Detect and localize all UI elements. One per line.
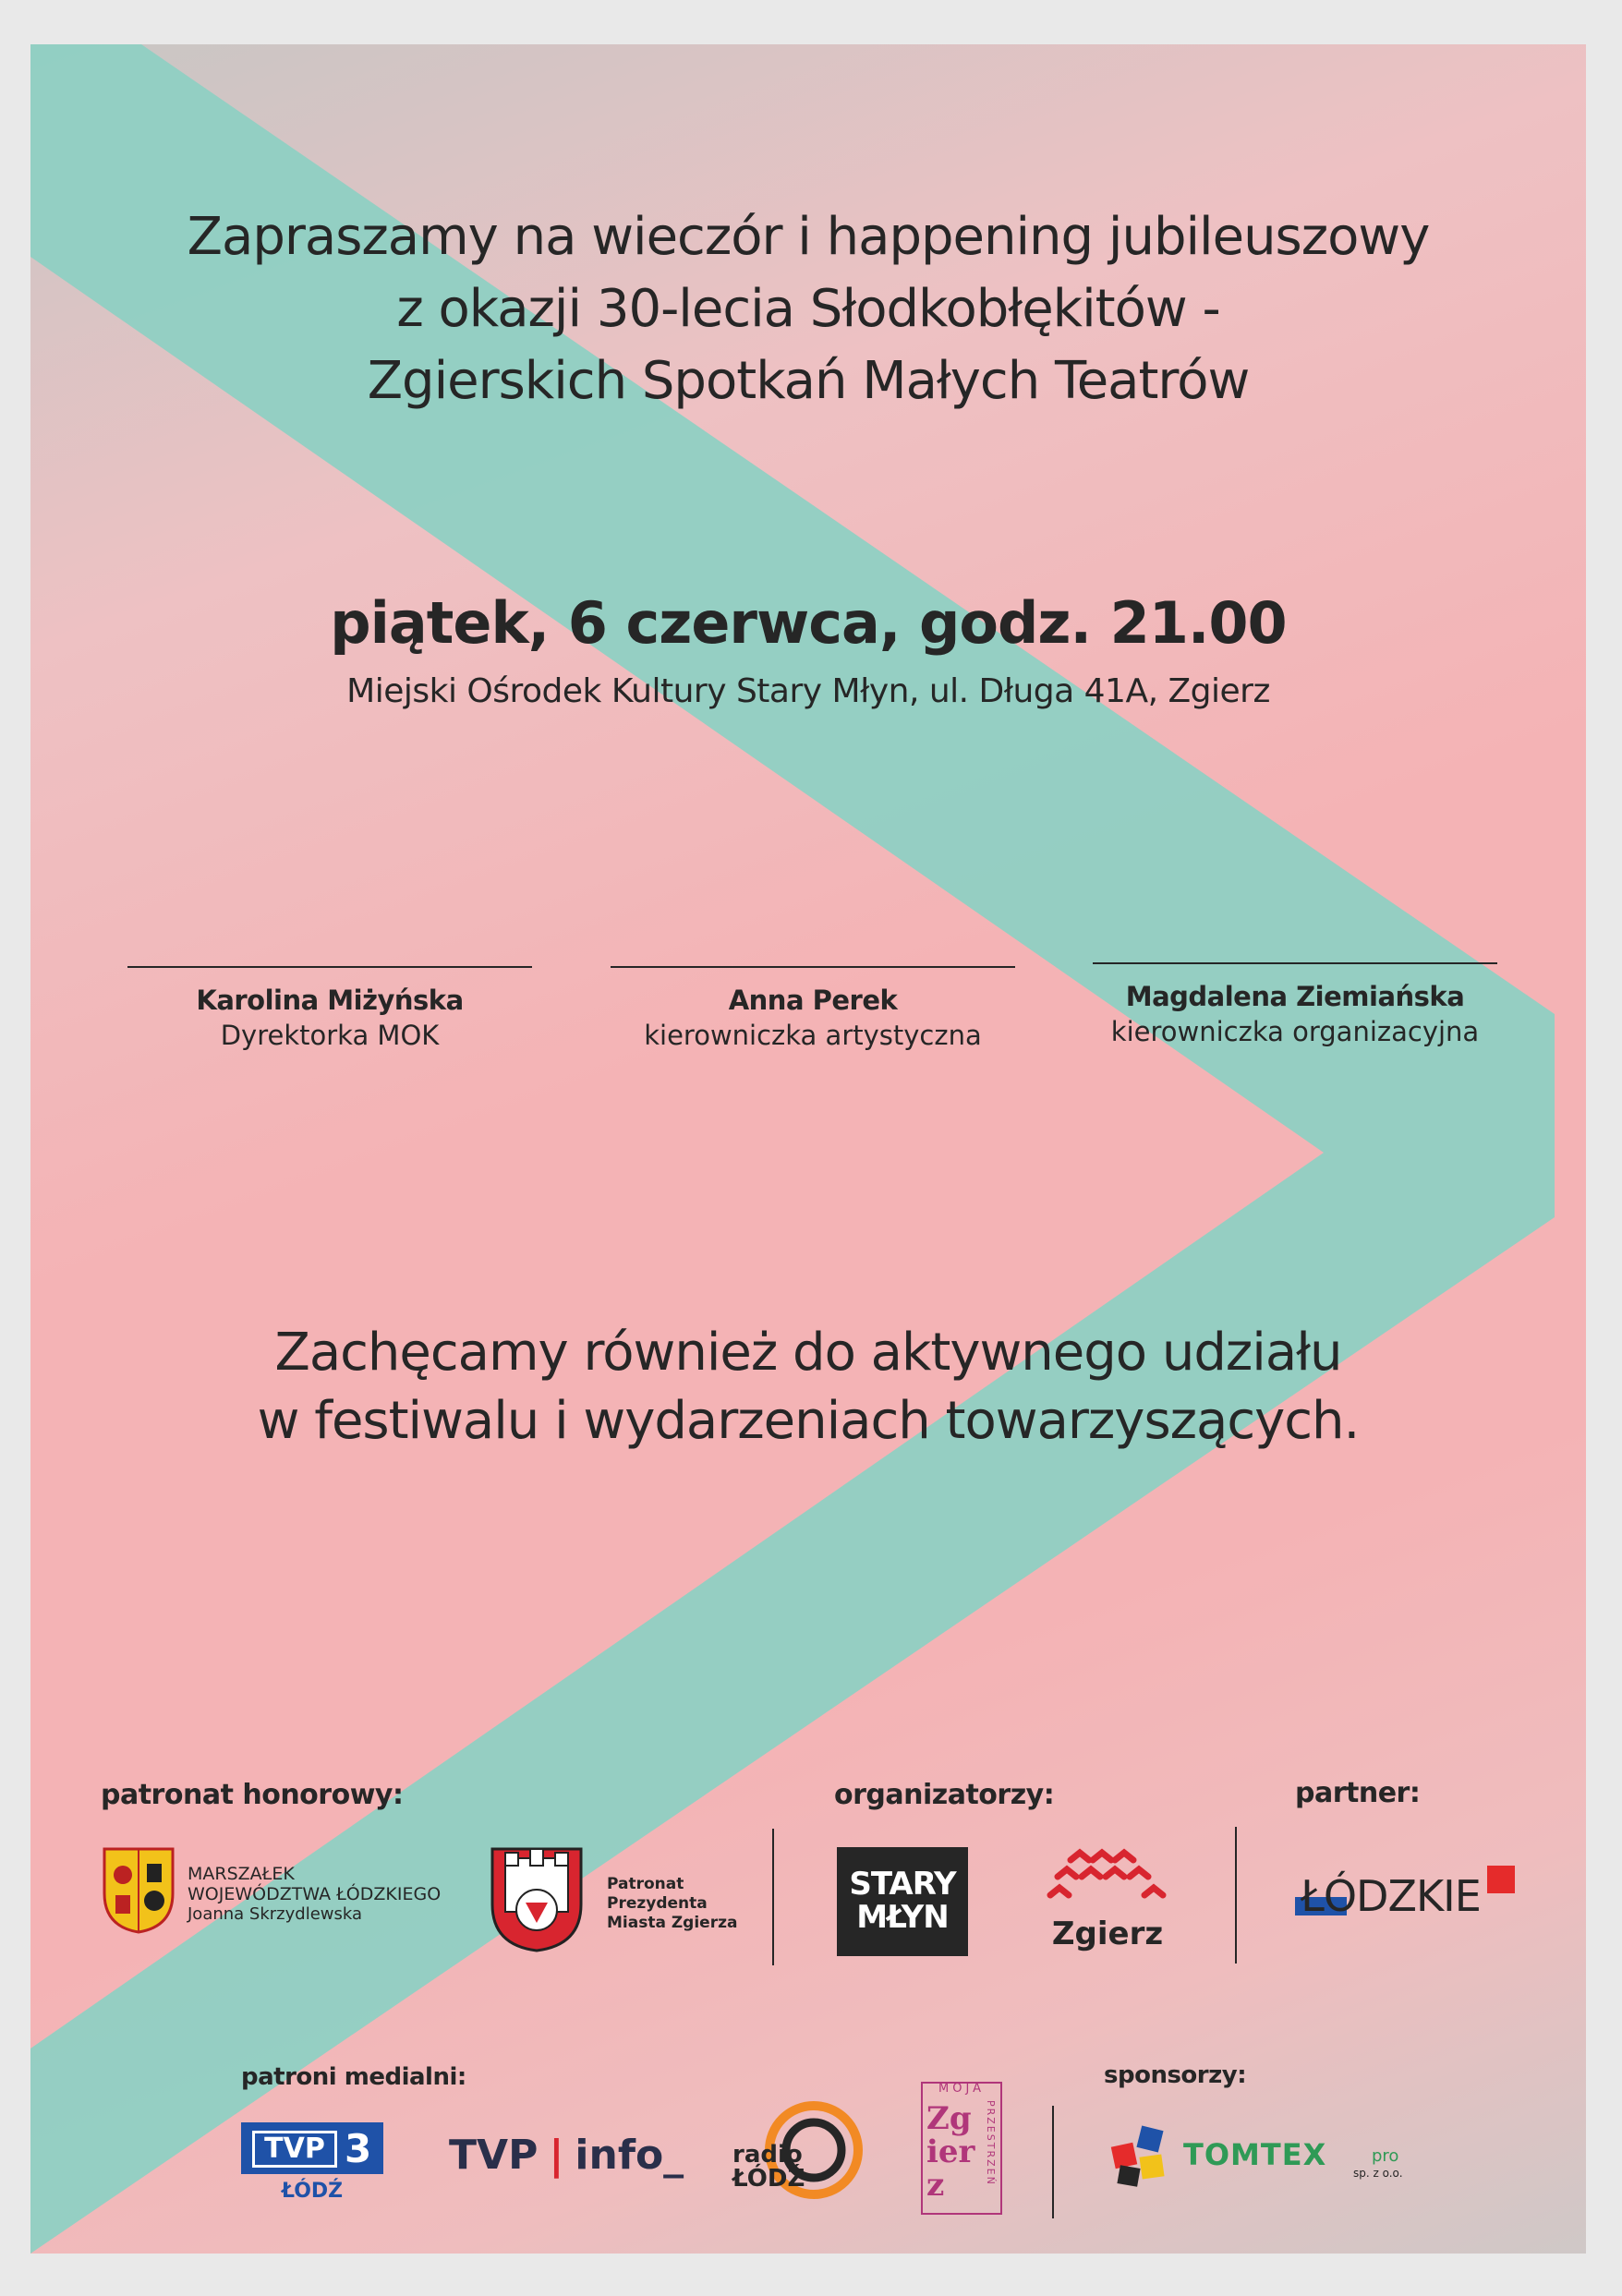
marszalek-line-1: MARSZAŁEK	[188, 1864, 295, 1884]
tvp3-lodz-logo	[241, 2122, 387, 2203]
event-date-time: piątek, 6 czerwca, godz. 21.00	[330, 589, 1287, 657]
red-block-icon	[1487, 1866, 1515, 1893]
radio-lodz-line-1: radio	[732, 2141, 803, 2169]
moja-przestrzen-logo	[921, 2082, 1002, 2215]
zgierz-coat-of-arms-icon	[489, 1845, 585, 1954]
marszalek-line-2: WOJEWÓDZTWA ŁÓDZKIEGO	[188, 1884, 442, 1904]
tvp-info-suffix: info_	[575, 2132, 684, 2179]
lodzkie-logo	[1295, 1862, 1517, 1930]
invitation-cta	[30, 1319, 1586, 1456]
tomtex-brand: TOMTEX	[1183, 2137, 1327, 2172]
prezydent-line-3: Miasta Zgierza	[607, 1914, 738, 1932]
signatory-3	[1093, 962, 1497, 1047]
cta-line-1: Zachęcamy również do aktywnego udziału	[274, 1323, 1342, 1383]
voivodeship-coat-of-arms-icon	[103, 1847, 175, 1934]
marszalek-line-3: Joanna Skrzydlewska	[188, 1904, 363, 1924]
tvp3-brand: TVP	[252, 2131, 337, 2168]
radio-lodz-logo	[731, 2093, 869, 2213]
poster	[30, 44, 1586, 2254]
tomtex-suffix: sp. z o.o.	[1353, 2167, 1403, 2180]
radio-lodz-text	[732, 2143, 805, 2191]
tvp-info-logo	[449, 2132, 684, 2179]
signatory-name: Karolina Miżyńska	[196, 985, 464, 1016]
divider	[1235, 1827, 1237, 1964]
tomtex-pro: pro	[1372, 2146, 1399, 2166]
partner-heading: partner:	[1295, 1777, 1421, 1809]
signatory-1	[127, 966, 532, 1051]
stary-mlyn-logo	[837, 1847, 968, 1956]
organizers-heading: organizatorzy:	[834, 1779, 1055, 1811]
tvp3-number: 3	[345, 2126, 372, 2171]
tomtex-logo	[1106, 2121, 1420, 2194]
radio-lodz-line-2: ŁÓDŹ	[732, 2165, 805, 2193]
signature-line	[611, 966, 1015, 968]
cta-line-2: w festiwalu i wydarzeniach towarzyszących.	[257, 1391, 1360, 1451]
stary-mlyn-line-2: MŁYN	[856, 1899, 949, 1936]
tvp3-city: ŁÓDŹ	[281, 2180, 344, 2203]
heading-line-1: Zapraszamy na wieczór i happening jubileuszowy	[187, 207, 1430, 267]
prezydent-logo	[489, 1845, 738, 1958]
signature-line	[1093, 962, 1497, 964]
invitation-heading	[30, 201, 1586, 417]
lodzkie-label: ŁÓDZKIE	[1301, 1871, 1481, 1921]
divider	[1052, 2106, 1054, 2218]
moja-label: MOJA	[938, 2082, 985, 2096]
tomtex-squares-icon	[1106, 2121, 1174, 2189]
signatory-name: Anna Perek	[728, 985, 898, 1016]
moja-word: Zgierz	[926, 2100, 975, 2204]
signatory-2	[611, 966, 1015, 1051]
signatory-name: Magdalena Ziemiańska	[1125, 981, 1465, 1012]
prezydent-line-1: Patronat	[607, 1875, 684, 1893]
event-venue: Miejski Ośrodek Kultury Stary Młyn, ul. Długa 41A, Zgierz	[346, 672, 1270, 710]
media-patrons-heading: patroni medialni:	[241, 2063, 466, 2091]
signature-line	[127, 966, 532, 968]
marszalek-logo	[103, 1847, 442, 1938]
zgierz-chevrons-icon	[1045, 1847, 1170, 1912]
przestrzen-label: PRZESTRZEŃ	[985, 2100, 997, 2186]
heading-line-2: z okazji 30-lecia Słodkobłękitów -	[396, 279, 1220, 339]
tvp-info-brand: TVP	[449, 2132, 539, 2179]
separator-bar-icon: |	[549, 2132, 564, 2179]
sponsors-heading: sponsorzy:	[1104, 2061, 1247, 2089]
zgierz-logo	[1045, 1847, 1170, 1958]
honorary-patronage-heading: patronat honorowy:	[101, 1779, 404, 1811]
signatory-role: kierowniczka organizacyjna	[1110, 1016, 1480, 1047]
prezydent-line-2: Prezydenta	[607, 1894, 708, 1913]
zgierz-label: Zgierz	[1051, 1915, 1164, 1952]
heading-line-3: Zgierskich Spotkań Małych Teatrów	[367, 351, 1250, 411]
signatory-role: kierowniczka artystyczna	[644, 1020, 982, 1051]
stary-mlyn-line-1: STARY	[849, 1866, 956, 1903]
tvp3-badge	[241, 2122, 383, 2174]
signatory-role: Dyrektorka MOK	[220, 1020, 440, 1051]
